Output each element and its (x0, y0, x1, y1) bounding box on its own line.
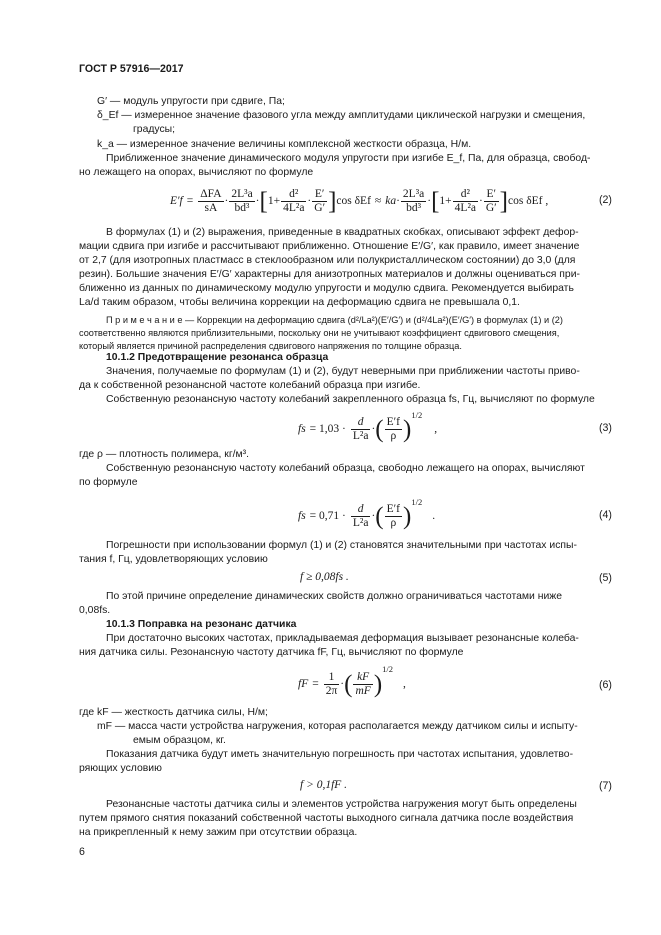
eq2-t5-den: bd³ (401, 201, 426, 215)
para1-line1: Приближенное значение динамического модуля упругости при изгибе E_f, Па, для образца, свобод- (106, 153, 591, 164)
para2-line2: мации сдвига при изгибе и рассчитывают приближенно. Отношение E′/G′, как правило, имеет значение (79, 241, 580, 252)
note-line3: который является причиной распределения сдвигового напряжения по толщине образца. (79, 341, 462, 351)
sec1013-line1: При достаточно высоких частотах, прикладываемая деформация вызывает резонансные колеба- (106, 633, 579, 644)
eq2-one-b: 1+ (439, 195, 452, 207)
eq3-coef: = 1,03 · (309, 423, 346, 435)
eq2-cos2: cos δEf , (508, 195, 549, 207)
para7-line2: ряющих условию (79, 763, 162, 774)
sec1013-line2: ния датчика силы. Резонансную частоту датчика fF, Гц, вычисляют по формуле (79, 647, 464, 658)
eq6-tail: , (403, 678, 406, 690)
equation-3-number: (3) (599, 422, 612, 434)
eq2-lhs: E′f (170, 195, 183, 207)
eq4-in: E′f (386, 502, 400, 515)
note-line1 (106, 314, 563, 327)
eq4-tail: . (432, 510, 436, 522)
eq2-t6-den: 4L²a (454, 201, 476, 214)
eq4-id: ρ (385, 516, 402, 530)
para2-line3: от 2,7 (для изотропных пластмасс в стеклообразном или полукристаллическом состоянии) до 3,0 (для (79, 255, 576, 266)
eq2-one: 1+ (267, 195, 281, 207)
eq2-t4-num: E′ (314, 187, 325, 200)
eq6-equals: = (312, 678, 319, 690)
document-header: ГОСТ Р 57916—2017 (79, 63, 184, 75)
para1-line2: но лежащего на опорах, вычисляют по формуле (79, 167, 314, 178)
def-kf: где kF — жесткость датчика силы, Н/м; (79, 707, 268, 718)
para8-line1: Резонансные частоты датчика силы и элементов устройства нагружения могут быть определены (106, 799, 577, 810)
eq2-t1-den: sA (198, 201, 223, 215)
para2-line6: La/d таким образом, чтобы величина коррекции на деформацию сдвига не превышала 0,1. (79, 297, 520, 308)
eq6-n1: 1 (328, 670, 335, 683)
equation-3: fs = 1,03 · $\frac{d}{\text{L²a}}$ · ( $\frac{E'f}{\rho}$ ) 1/2 , (298, 410, 438, 443)
para4-line1: Собственную резонансную частоту колебаний образца, свободно лежащего на опорах, вычисляют (106, 463, 585, 474)
para5-line1: Погрешности при использовании формул (1) и (2) становятся значительными при частотах испы- (106, 540, 577, 551)
eq6-d2: mF (355, 684, 371, 697)
eq4-fd: L²a (352, 516, 369, 529)
eq2-t7-den: G′ (485, 201, 497, 214)
eq4-coef: = 0,71 · (309, 510, 346, 522)
eq4-lhs: fs (298, 510, 306, 522)
eq2-ka: ka (385, 195, 397, 207)
para6-line2: 0,08fs. (79, 605, 111, 616)
eq2-t4-den: G′ (314, 201, 326, 214)
eq3-fn: d (357, 415, 364, 428)
eq3-exp: 1/2 (411, 410, 423, 420)
eq2-equals: = (186, 195, 194, 207)
eq2-t3-den: 4L²a (283, 201, 305, 214)
eq2-t2-num: 2L³a (231, 187, 253, 200)
para8-line2: путем прямого снятия показаний собственной частоты выходного сигнала датчика после воздействия (79, 813, 574, 824)
note-text1: — Коррекции на деформацию сдвига (d²/La²)(E′/G′) и (d²/4La²)(E′/G′) в формулах (1) и (2) (182, 315, 563, 325)
equation-2: E′f = $\frac{\text{ΔFA}}{sA}$ · $\frac{\text{2L³a}}{\text{bd³}}$ · [ 1+ $\frac{\text{d²}}{\text{4L²a}}$ · $\frac{E'}{G'}$ ] cos δEf ≈ ka · $\frac{\text{2L³a}}{\text{bd³}}$ · [ 1+ $\frac{\text{d²}}{\text{4L²a}}$ · $\frac{E'}{G'}$ ] cos δEf , (170, 187, 549, 215)
eq6-exp: 1/2 (382, 664, 394, 674)
eq3-in: E′f (386, 415, 400, 428)
para2-line4: резин). Большие значения E′/G′ характерны для анизотропных материалов и должны оцениваться при- (79, 269, 580, 280)
eq2-t2-den: bd³ (229, 201, 254, 215)
def-mf-cont: емым образцом, кг. (133, 735, 226, 746)
para8-line3: на прикрепленный к нему зажим при отсутствии образца. (79, 827, 358, 838)
note-line2: соответственно являются приблизительными, поскольку они не учитывают коэффициент сдвигового смещения, (79, 328, 560, 338)
eq2-t1-num: ΔFA (200, 187, 222, 200)
eq6-n2: kF (357, 670, 370, 683)
eq2-t3-num: d² (289, 187, 299, 200)
equation-7: f > 0,1fF . (300, 779, 348, 791)
sec1012-line1: Значения, получаемые по формулам (1) и (2), будут неверными при приближении частоты приво- (106, 366, 580, 377)
def-delta-cont: градусы; (133, 124, 176, 135)
equation-5: f ≥ 0,08fs . (300, 571, 349, 583)
equation-7-number: (7) (599, 780, 612, 792)
equation-4: fs = 0,71 · $\frac{d}{\text{L²a}}$ · ( $\frac{E'f}{\rho}$ ) 1/2 . (298, 497, 436, 530)
para2-line5: ближенно из данных по динамическому модулю упругости и модулю сдвига. Рекомендуется выбирать (79, 283, 574, 294)
section-10-1-3-heading: 10.1.3 Поправка на резонанс датчика (106, 619, 297, 630)
equation-2-number: (2) (599, 194, 612, 206)
def-ka: k_a — измеренное значение величины комплексной жесткости образца, Н/м. (97, 139, 472, 150)
eq6-lhs: fF (298, 678, 309, 690)
equation-6-number: (6) (599, 679, 612, 691)
def-g-prime: G′ — модуль упругости при сдвиге, Па; (97, 96, 285, 107)
eq4-fn: d (357, 502, 364, 515)
para6-line1: По этой причине определение динамических свойств должно ограничиваться частотами ниже (106, 591, 562, 602)
eq2-t5-num: 2L³a (402, 187, 425, 200)
equation-5-number: (5) (599, 572, 612, 584)
note-label: П р и м е ч а н и е (106, 315, 183, 325)
eq2-t6-num: d² (460, 187, 470, 200)
def-mf: mF — масса части устройства нагружения, которая располагается между датчиком силы и испыту- (97, 721, 578, 732)
eq2-cos1: cos δEf (336, 195, 371, 207)
eq3-lhs: fs (298, 423, 306, 435)
def-delta: δ_Ef — измеренное значение фазового угла между амплитудами циклической нагрузки и смещения, (97, 110, 586, 121)
equation-4-number: (4) (599, 509, 612, 521)
sec1012-line2: да к собственной резонансной частоте колебаний образца при изгибе. (79, 380, 421, 391)
para2-line1: В формулах (1) и (2) выражения, приведенные в квадратных скобках, описывают эффект дефор- (106, 227, 579, 238)
rho-definition: где ρ — плотность полимера, кг/м³. (79, 449, 250, 460)
sec1012-line3: Собственную резонансную частоту колебаний закрепленного образца fs, Гц, вычисляют по формуле (106, 394, 595, 405)
para7-line1: Показания датчика будут иметь значительную погрешность при частотах испытания, удовлетво- (106, 749, 574, 760)
eq2-t7-num: E′ (486, 187, 497, 200)
section-10-1-2-heading: 10.1.2 Предотвращение резонанса образца (106, 352, 329, 363)
page-number: 6 (79, 846, 85, 858)
equation-6: fF = $\frac{1}{2\pi}$ · ( $\frac{kF}{mF}$ ) 1/2 , (298, 664, 406, 698)
eq3-id: ρ (385, 429, 402, 443)
eq4-exp: 1/2 (411, 497, 423, 507)
eq3-fd: L²a (352, 429, 369, 442)
eq6-d1: 2π (325, 684, 338, 697)
eq3-tail: , (434, 423, 438, 435)
para5-line2: тания f, Гц, удовлетворяющих условию (79, 554, 268, 565)
para4-line2: по формуле (79, 477, 138, 488)
